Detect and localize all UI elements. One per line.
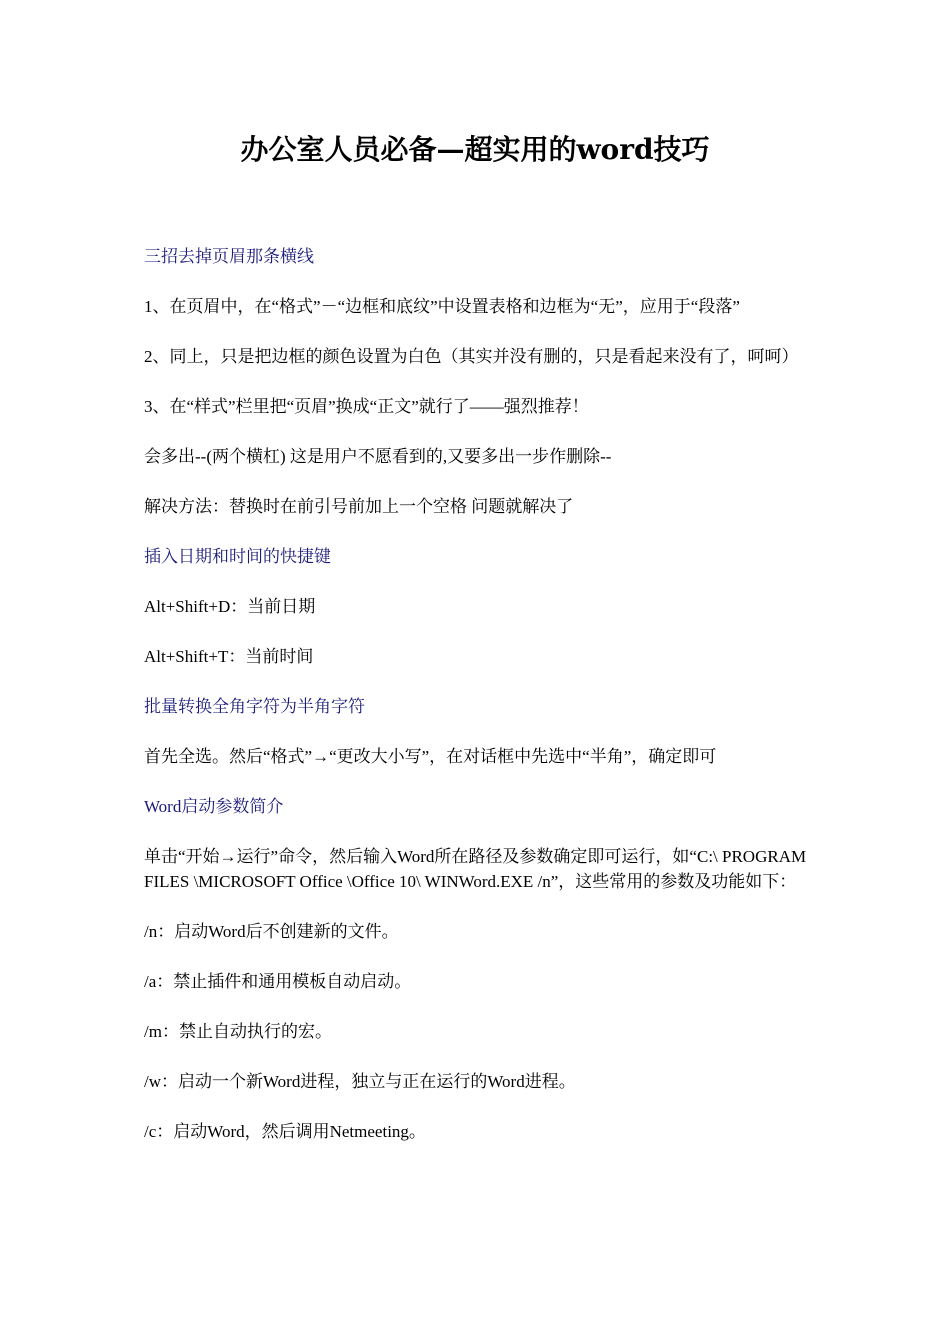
paragraph-step-3: 3、在“样式”栏里把“页眉”换成“正文”就行了——强烈推荐！ — [144, 397, 589, 416]
section-heading-word-startup-params: Word启动参数简介 — [144, 797, 284, 816]
section-heading-date-time-shortcuts: 插入日期和时间的快捷键 — [144, 547, 331, 566]
paragraph-shortcut-date: Alt+Shift+D：当前日期 — [144, 597, 316, 616]
paragraph-extra-dashes: 会多出--(两个横杠) 这是用户不愿看到的,又要多出一步作删除-- — [144, 447, 612, 466]
paragraph-step-1: 1、在页眉中，在“格式”－“边框和底纹”中设置表格和边框为“无”，应用于“段落” — [144, 297, 740, 316]
paragraph-param-w: /w：启动一个新Word进程，独立与正在运行的Word进程。 — [144, 1072, 576, 1091]
section-heading-fullwidth-to-halfwidth: 批量转换全角字符为半角字符 — [144, 697, 365, 716]
document-body — [144, 244, 812, 1169]
paragraph-param-a: /a：禁止插件和通用模板自动启动。 — [144, 972, 412, 991]
paragraph-solution: 解决方法：替换时在前引号前加上一个空格 问题就解决了 — [144, 497, 574, 516]
paragraph-run-command: 单击“开始→运行”命令，然后输入Word所在路径及参数确定即可运行，如“C:\ PROGRAM FILES \MICROSOFT Office \Office 10\ WINWord.EXE /n”，这些常用的参数及功能如下： — [144, 847, 807, 891]
document-title: 办公室人员必备—超实用的word技巧 — [240, 133, 710, 166]
section-heading-remove-header-line: 三招去掉页眉那条横线 — [144, 247, 314, 266]
paragraph-shortcut-time: Alt+Shift+T：当前时间 — [144, 647, 314, 666]
paragraph-step-2: 2、同上，只是把边框的颜色设置为白色（其实并没有删的，只是看起来没有了，呵呵） — [144, 347, 799, 366]
paragraph-param-m: /m：禁止自动执行的宏。 — [144, 1022, 332, 1041]
paragraph-param-c: /c：启动Word，然后调用Netmeeting。 — [144, 1122, 426, 1141]
paragraph-param-n: /n：启动Word后不创建新的文件。 — [144, 922, 399, 941]
paragraph-convert-steps: 首先全选。然后“格式”→“更改大小写”，在对话框中先选中“半角”，确定即可 — [144, 747, 717, 766]
